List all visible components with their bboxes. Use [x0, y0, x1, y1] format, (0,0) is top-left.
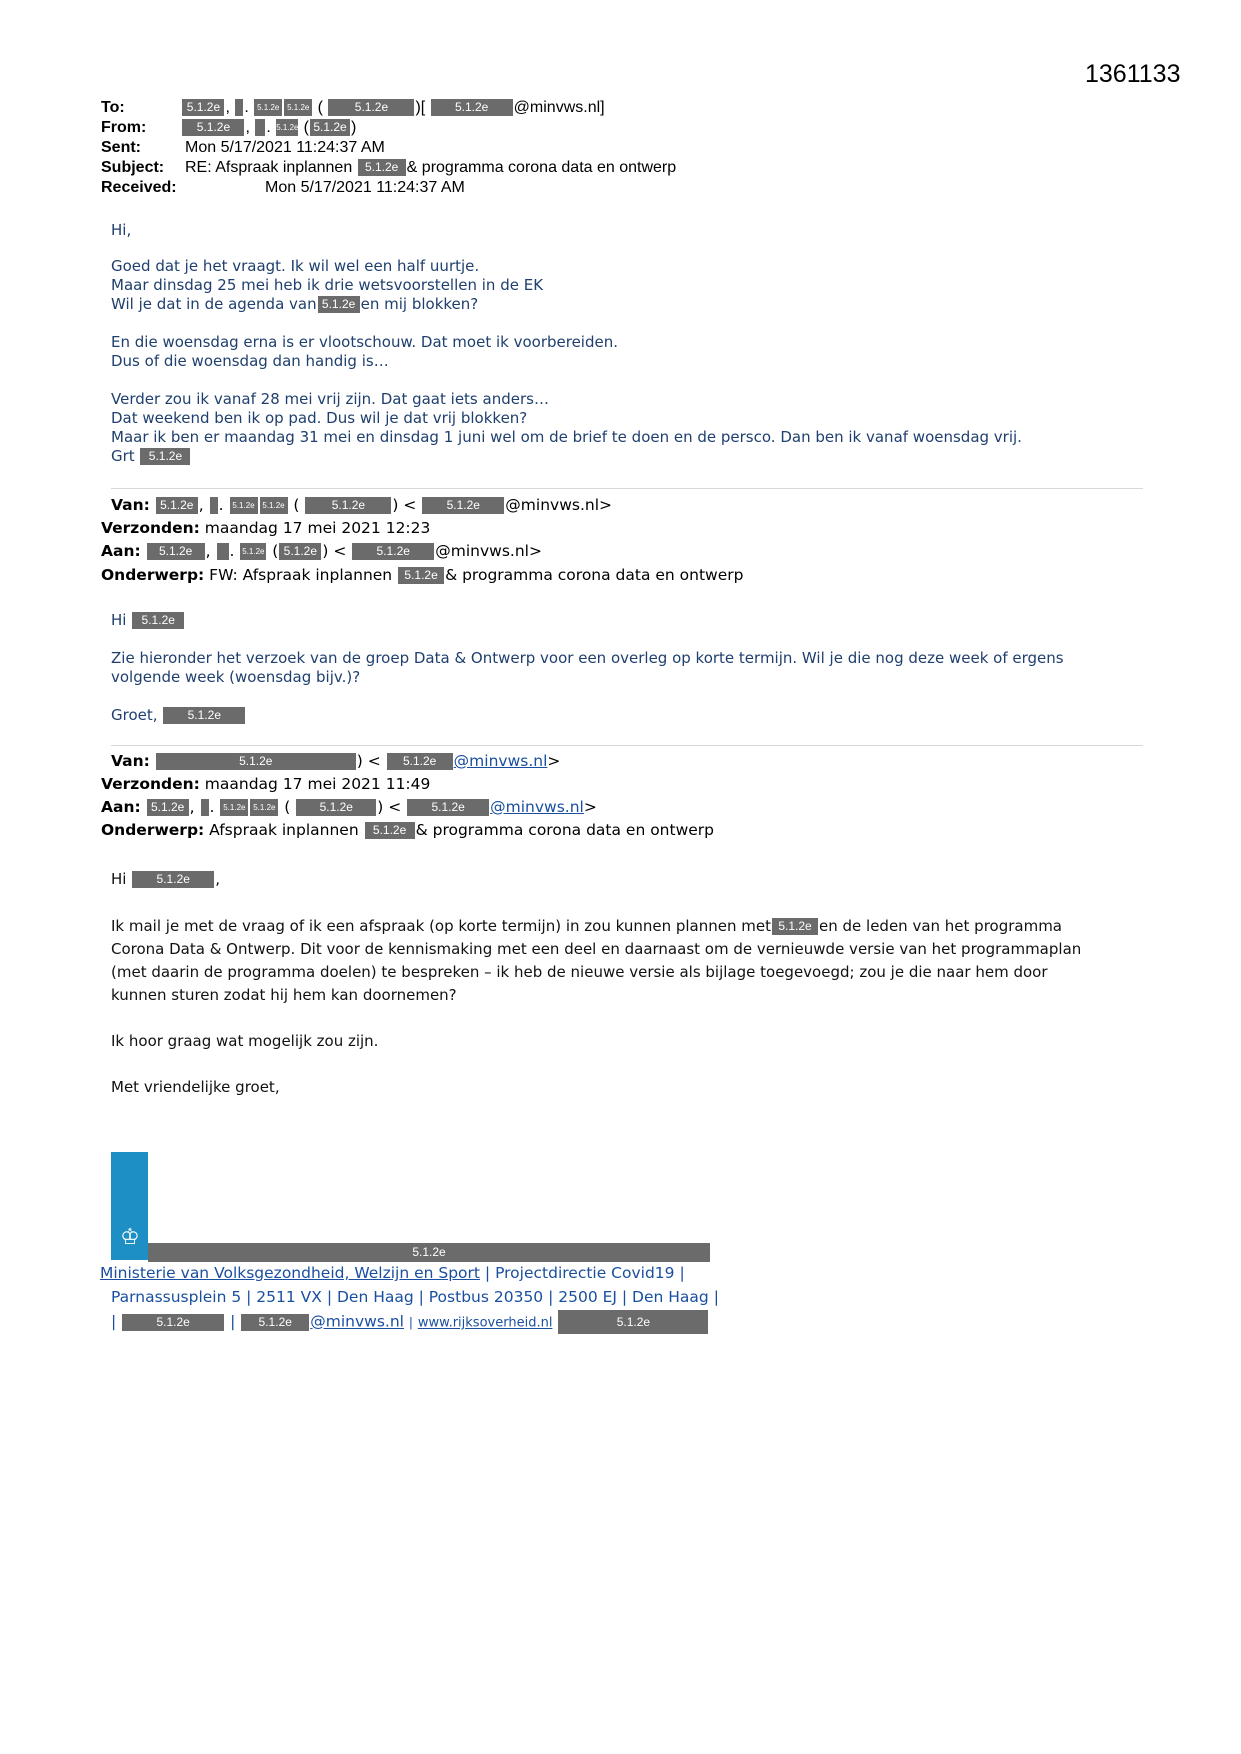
redaction: 5.1.2e [241, 1314, 309, 1331]
onderwerp-text-2: & programma corona data en ontwerp [445, 566, 744, 584]
subject-text: RE: Afspraak inplannen [185, 159, 353, 176]
msg2-text: Groet, [111, 706, 158, 724]
van-email: @minvws.nl> [505, 496, 612, 514]
msg1-line: Verder zou ik vanaf 28 mei vrij zijn. Dat gaat iets anders… [111, 390, 549, 408]
msg1-line: Maar ik ben er maandag 31 mei en dinsdag 1 juni wel om de brief te doen en de persco. Dan ben ik vanaf woensdag vrij. [111, 428, 1022, 446]
document-number: 1361133 [1085, 60, 1181, 88]
redaction: 5.1.2e [328, 99, 414, 116]
redaction: 5.1.2e [352, 543, 434, 560]
msg2-verzonden [101, 518, 430, 539]
redaction: 5.1.2e [310, 119, 350, 136]
redaction: 5.1.2e [296, 799, 376, 816]
msg3-line [111, 915, 1062, 938]
redaction: 5.1.2e [279, 543, 321, 560]
msg3-line: Hi 5.1.2e , [111, 870, 221, 888]
van-email-link[interactable]: @minvws.nl [453, 752, 548, 770]
msg3-line: Ik hoor graag wat mogelijk zou zijn. [111, 1032, 379, 1050]
sent-value: Mon 5/17/2021 11:24:37 AM [185, 139, 385, 156]
redaction: 5.1.2e [132, 612, 184, 629]
msg2-line [111, 611, 185, 630]
redaction: 5.1.2e [132, 871, 214, 888]
redaction: 5.1.2e [147, 799, 189, 816]
redaction [255, 119, 265, 136]
msg1-line: Goed dat je het vraagt. Ik wil wel een half uurtje. [111, 257, 480, 275]
redaction: 5.1.2e [422, 497, 504, 514]
redaction: 5.1.2e [182, 119, 244, 136]
header-subject [101, 158, 676, 178]
verzonden-value: maandag 17 mei 2021 12:23 [204, 519, 431, 537]
onderwerp-text: Afspraak inplannen [209, 821, 359, 839]
onderwerp-text-2: & programma corona data en ontwerp [415, 821, 714, 839]
msg3-text: Hi [111, 870, 127, 888]
redaction: 5.1.2e [240, 543, 266, 560]
msg2-onderwerp [101, 565, 743, 586]
redaction: 5.1.2e [318, 296, 360, 313]
verzonden-label: Verzonden: [101, 775, 200, 793]
msg3-text: en de leden van het programma [819, 917, 1063, 935]
msg3-line: (met daarin de programma doelen) te bespreken – ik heb de nieuwe versie als bijlage toegevoegd; zou je die naar hem door [111, 963, 1048, 981]
redaction: 5.1.2e [284, 99, 312, 116]
msg3-verzonden [101, 774, 430, 795]
redaction [235, 99, 243, 116]
to-email-suffix: @minvws.nl] [513, 99, 605, 116]
redaction: 5.1.2e [230, 497, 258, 514]
redaction: 5.1.2e [772, 918, 818, 935]
msg2-text: Hi [111, 611, 127, 629]
onderwerp-label: Onderwerp: [101, 821, 205, 839]
verzonden-label: Verzonden: [101, 519, 200, 537]
msg2-van: Van: 5.1.2e , . 5.1.2e 5.1.2e ( 5.1.2e ) < 5.1.2e @minvws.nl> [111, 496, 612, 514]
subject-text-2: & programma corona data en ontwerp [406, 159, 677, 176]
onderwerp-label: Onderwerp: [101, 566, 205, 584]
to-label: To: [101, 99, 125, 116]
signature-line-1 [100, 1262, 685, 1284]
aan-label: Aan: [101, 798, 141, 816]
msg3-text: Ik mail je met de vraag of ik een afspraak (op korte termijn) in zou kunnen plannen met [111, 917, 771, 935]
redaction: 5.1.2e [182, 99, 224, 116]
from-label: From: [101, 119, 147, 136]
msg2-aan: Aan: 5.1.2e , . 5.1.2e ( 5.1.2e ) < 5.1.2e @minvws.nl> [101, 542, 542, 560]
redaction: 5.1.2e [156, 753, 356, 770]
msg1-line: Hi, [111, 221, 132, 239]
msg3-onderwerp [101, 820, 714, 841]
redaction: 5.1.2e [220, 799, 248, 816]
msg1-text: Wil je dat in de agenda van [111, 295, 317, 313]
redaction [210, 497, 218, 514]
redaction: 5.1.2e [358, 159, 406, 176]
website-link[interactable]: www.rijksoverheid.nl [417, 1315, 553, 1331]
redaction: 5.1.2e [254, 99, 282, 116]
redaction: 5.1.2e [140, 448, 190, 465]
aan-email: @minvws.nl> [435, 542, 542, 560]
subject-label: Subject: [101, 159, 165, 176]
redaction: 5.1.2e [260, 497, 288, 514]
redaction: 5.1.2e [398, 567, 444, 584]
redaction: 5.1.2e [407, 799, 489, 816]
onderwerp-text: FW: Afspraak inplannen [209, 566, 393, 584]
redaction: 5.1.2e [387, 753, 453, 770]
redaction [201, 799, 209, 816]
aan-email-link[interactable]: @minvws.nl [490, 798, 584, 816]
van-label: Van: [111, 752, 150, 770]
redaction: 5.1.2e [305, 497, 391, 514]
aan-label: Aan: [101, 542, 141, 560]
email-link[interactable]: @minvws.nl [310, 1312, 404, 1331]
crest-icon: ♔ [120, 1224, 140, 1249]
signature-address: Parnassusplein 5 | 2511 VX | Den Haag | Postbus 20350 | 2500 EJ | Den Haag | [111, 1288, 719, 1306]
van-label: Van: [111, 496, 150, 514]
msg2-line [111, 706, 246, 725]
redaction: 5.1.2e [558, 1310, 708, 1334]
msg1-line [111, 295, 478, 314]
redaction: 5.1.2e [276, 119, 298, 136]
msg1-text: en mij blokken? [360, 295, 479, 313]
header-to: To: 5.1.2e , . 5.1.2e 5.1.2e ( 5.1.2e )[ 5.1.2e @minvws.nl] [101, 99, 605, 116]
header-sent [101, 138, 385, 158]
msg2-line: Zie hieronder het verzoek van de groep Data & Ontwerp voor een overleg op korte termijn. Wil je die nog deze week of ergens [111, 649, 1064, 667]
sent-label: Sent: [101, 139, 141, 156]
redaction: 5.1.2e [163, 707, 245, 724]
msg1-line: Maar dinsdag 25 mei heb ik drie wetsvoorstellen in de EK [111, 276, 544, 294]
msg1-line: Dat weekend ben ik op pad. Dus wil je dat vrij blokken? [111, 409, 528, 427]
msg1-line [111, 447, 191, 466]
header-received [101, 178, 465, 198]
msg1-text: Grt [111, 447, 135, 465]
redaction: 5.1.2e [156, 497, 198, 514]
separator [111, 745, 1143, 746]
redaction: 5.1.2e [148, 1243, 710, 1262]
header-from: From: 5.1.2e , . 5.1.2e ( 5.1.2e ) [101, 119, 357, 136]
verzonden-value: maandag 17 mei 2021 11:49 [204, 775, 431, 793]
department: | Projectdirectie Covid19 | [484, 1264, 685, 1282]
redaction [217, 543, 229, 560]
msg1-line: En die woensdag erna is er vlootschouw. Dat moet ik voorbereiden. [111, 333, 618, 351]
msg3-van: Van: 5.1.2e ) < 5.1.2e @minvws.nl> [111, 752, 561, 770]
separator [111, 488, 1143, 489]
msg3-line: kunnen sturen zodat hij hem kan doornemen? [111, 986, 457, 1004]
ministry-link[interactable]: Ministerie van Volksgezondheid, Welzijn en Sport [100, 1264, 480, 1282]
msg1-line: Dus of die woensdag dan handig is… [111, 352, 389, 370]
msg3-line: Corona Data & Ontwerp. Dit voor de kennismaking met een deel en daarnaast om de vernieuwde versie van het programmaplan [111, 940, 1082, 958]
signature-line-3: | 5.1.2e | 5.1.2e @minvws.nl | www.rijksoverheid.nl 5.1.2e [111, 1310, 709, 1335]
received-label: Received: [101, 179, 177, 196]
msg3-aan: Aan: 5.1.2e , . 5.1.2e 5.1.2e ( 5.1.2e ) < 5.1.2e @minvws.nl> [101, 798, 597, 816]
received-value: Mon 5/17/2021 11:24:37 AM [265, 179, 465, 196]
msg2-line: volgende week (woensdag bijv.)? [111, 668, 361, 686]
msg3-line: Met vriendelijke groet, [111, 1078, 280, 1096]
redaction: 5.1.2e [365, 822, 415, 839]
redaction: 5.1.2e [147, 543, 205, 560]
redaction: 5.1.2e [122, 1314, 224, 1331]
redaction: 5.1.2e [431, 99, 513, 116]
redaction: 5.1.2e [250, 799, 278, 816]
